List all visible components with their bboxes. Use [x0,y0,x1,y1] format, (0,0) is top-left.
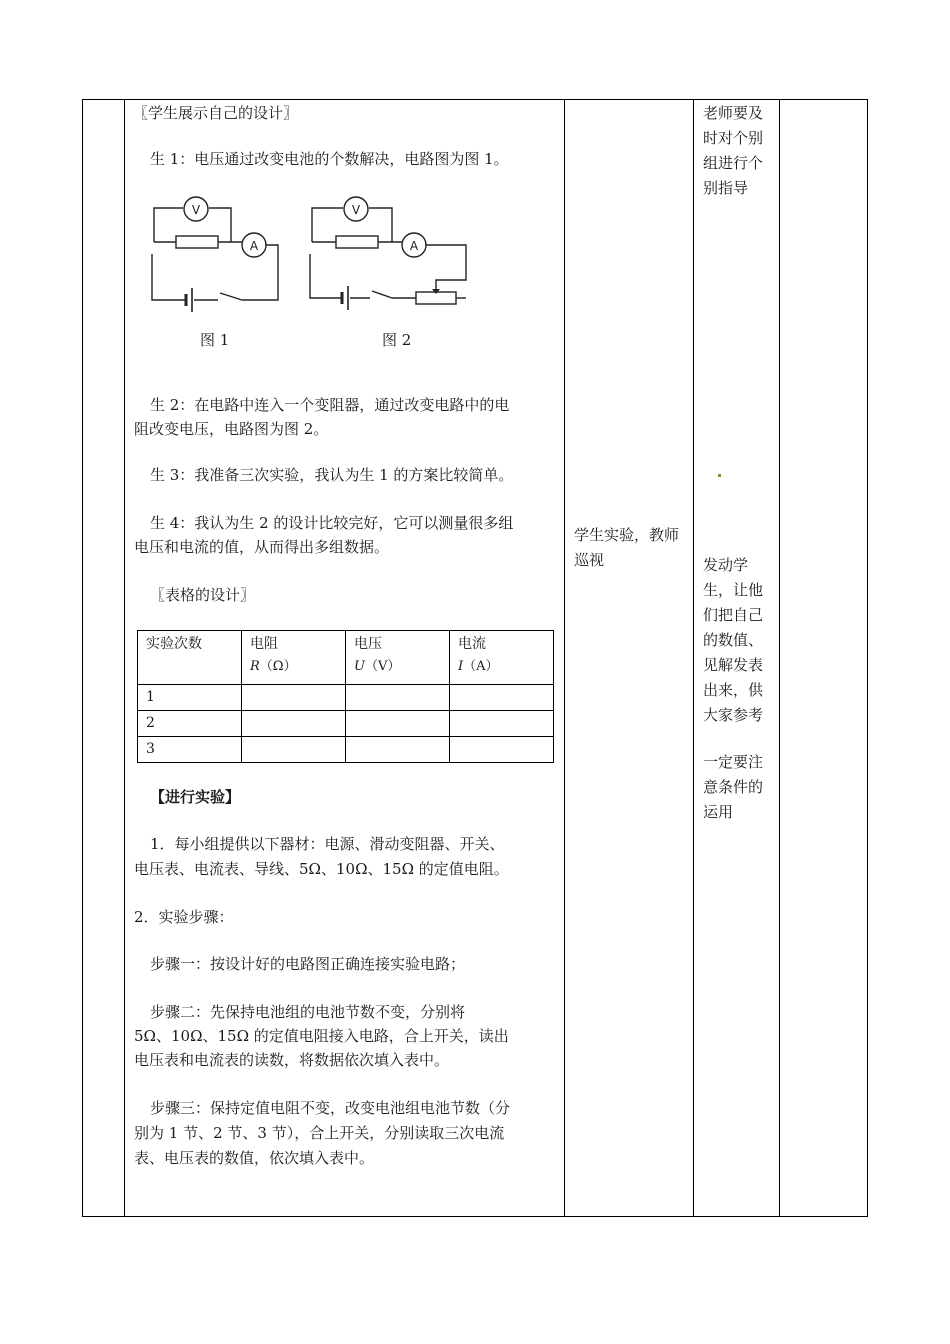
column-divider-2 [564,99,565,1217]
table-cell: 1 [138,685,242,711]
step2-line2: 5Ω、10Ω、15Ω 的定值电阻接入电路，合上开关，读出 [134,1027,509,1045]
stray-dot [718,474,721,477]
circuit-figure-2 [310,197,466,310]
figure1-caption: 图 1 [200,331,230,349]
note-encourage: 发动学生，让他们把自己的数值、见解发表出来，供大家参考 [703,556,764,724]
item1-line2: 电压表、电流表、导线、5Ω、10Ω、15Ω 的定值电阻。 [134,860,509,878]
table-cell: 3 [138,737,242,763]
table-header-row [138,631,554,685]
data-table [137,630,554,763]
heading-experiment: 【进行实验】 [150,788,241,806]
student4-text-line2: 电压和电流的值，从而得出多组数据。 [134,538,390,556]
header-voltage: 电压 U（V） [346,631,450,685]
table-cell [450,685,554,711]
note-guidance: 老师要及时对个别组进行个别指导 [703,104,764,197]
student2-text-line2: 阻改变电压，电路图为图 2。 [134,420,329,438]
header-resistance: 电阻 R（Ω） [242,631,346,685]
step3-line2: 别为 1 节、2 节、3 节），合上开关，分别读取三次电流 [134,1124,505,1142]
student1-text: 生 1：电压通过改变电池的个数解决，电路图为图 1。 [150,150,509,168]
table-cell [346,711,450,737]
step2-line1: 步骤二：先保持电池组的电池节数不变，分别将 [150,1003,466,1021]
student3-text: 生 3：我准备三次实验，我认为生 1 的方案比较简单。 [150,466,514,484]
resistor-2 [336,236,378,248]
table-cell [242,685,346,711]
table-row [138,737,554,763]
header-trials: 实验次数 [138,631,242,685]
header-current: 电流 I（A） [450,631,554,685]
resistor-1 [176,236,218,248]
table-cell: 2 [138,711,242,737]
table-cell [346,685,450,711]
step1-text: 步骤一：按设计好的电路图正确连接实验电路； [150,955,466,973]
teacher-activity-text: 学生实验，教师巡视 [574,526,680,569]
table-row [138,685,554,711]
circuit-figure-1 [152,197,278,312]
student4-text-line1: 生 4：我认为生 2 的设计比较完好，它可以测量很多组 [150,514,514,532]
table-cell [346,737,450,763]
item1-line1: 1．每小组提供以下器材：电源、滑动变阻器、开关、 [150,835,505,853]
column-divider-1 [124,99,125,1217]
heading-table-design: 〖表格的设计〗 [150,586,256,604]
heading-student-design: 〖学生展示自己的设计〗 [133,104,299,122]
ammeter-label-1: A [249,239,259,253]
table-row [138,711,554,737]
column-divider-3 [693,99,694,1217]
note-conditions: 一定要注意条件的运用 [703,753,764,821]
step3-line3: 表、电压表的数值，依次填入表中。 [134,1149,375,1167]
table-cell [450,737,554,763]
step2-line3: 电压表和电流表的读数，将数据依次填入表中。 [134,1051,450,1069]
voltmeter-label-1: V [191,203,201,217]
figure2-caption: 图 2 [382,331,412,349]
voltmeter-label-2: V [351,203,361,217]
ammeter-label-2: A [409,239,419,253]
column-divider-4 [779,99,780,1217]
step3-line1: 步骤三：保持定值电阻不变，改变电池组电池节数（分 [150,1099,511,1117]
item2-text: 2．实验步骤： [134,908,234,926]
circuit-diagrams [140,190,480,360]
table-cell [242,737,346,763]
student2-text-line1: 生 2：在电路中连入一个变阻器，通过改变电路中的电 [150,396,510,414]
table-cell [450,711,554,737]
table-cell [242,711,346,737]
